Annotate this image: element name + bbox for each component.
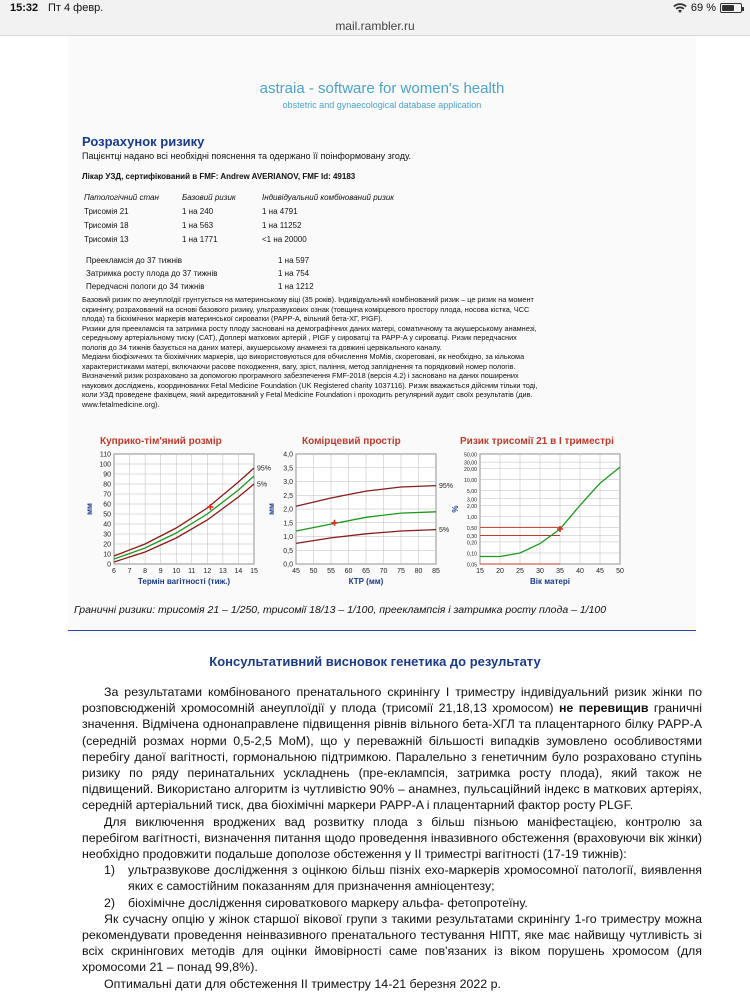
y-axis-label: %	[451, 505, 460, 513]
y-tick-label: 0,20	[466, 540, 477, 547]
y-tick-label: 2,5	[283, 492, 293, 500]
y-tick-label: 0,50	[466, 525, 477, 532]
explanation-line: Базовий ризик по анеуплоїдії грунтується на материнському віці (35 років). Індивідуальний комбінований ризик – це ризик на момент	[82, 295, 534, 304]
x-tick-label: 65	[362, 568, 370, 575]
y-tick-label: 50,00	[464, 452, 477, 459]
explanation-line: Медіани біофізичних та біохімічних маркерів, що використовуються для обчислення MoMів, скореговані, як необхідно, за кількома	[82, 352, 525, 361]
y-tick-label: 0,10	[466, 551, 477, 558]
complication-risk: 1 на 1212	[278, 282, 314, 291]
x-tick-label: 15	[250, 568, 258, 575]
p1-end: граничні значення. Відмічена однонаправлене підвищення рівнів вільного бета-ХГЛ та плацентарного білку PAPP-A (середній розмах норми 0,5-2,5 МоМ), що у переважній більшості випадків зумовлено особливостями перебігу даної вагітності, гормональною підтримкою. Паралельно з генетичним було розраховано ступінь ризику по ряду перинатальних ускладнень (пре-еклампсія, затримка росту плода), який також не підвищений. Використано алгоритм із чутливістю 90% – анамнез, пульсаційний індекс в маткових артеріях, середній артеріальний тиск, два біохімічні маркери PAPP-A і плацентарний фактор росту PLGF.	[82, 701, 703, 813]
y-tick-label: 3,5	[283, 465, 293, 473]
y-tick-label: 4,0	[283, 451, 293, 459]
exam-list	[104, 862, 702, 911]
explanation-line: плода) та біохімічних маркерів материнської сироватки (PAPP-A, вільний бета-ХГ, PIGF).	[82, 314, 383, 323]
y-tick-label: 90	[103, 471, 111, 479]
consent-note: Пацієнтці надано всі необхідні пояснення та одержано її поінформовану згоду.	[82, 151, 412, 161]
y-tick-label: 1,0	[283, 534, 293, 541]
list-item	[104, 862, 702, 894]
explanation-line: коли УЗД проведене фахівцем, який акредитований у Fetal Medicine Foundation і проходить регулярний аудит своїх результатів (див.	[82, 390, 533, 399]
consult-paragraph: Оптимальні дати для обстеження II триместру 14-21 березня 2022 р.	[104, 976, 501, 991]
consult-paragraph: Для виключення вроджених вад розвитку плода з більш пізньою маніфестацією, контролю за перебігом вагітності, визначення питання щодо проведення інвазивного обстеження (враховуючи вік жінки) необхідно продовжити подальше дополозе обстеження у II триместрі вагітності (17-19 тижнів):	[82, 814, 702, 862]
crl-chart	[86, 432, 276, 602]
header-combined-risk: Індивідуальний комбінований ризик	[262, 193, 395, 202]
x-tick-label: 35	[556, 568, 564, 575]
x-tick-label: 70	[379, 568, 388, 575]
x-tick-label: 25	[516, 568, 524, 575]
series-label: 5%	[439, 527, 450, 535]
y-tick-label: 10,00	[464, 478, 477, 485]
y-tick-label: 60	[103, 501, 111, 509]
series-label: 5%	[257, 481, 268, 489]
row-condition: Трисомія 18	[84, 221, 129, 230]
y-tick-label: 3,00	[466, 497, 477, 504]
chart-title: Ризик трисомії 21 в I триместрі	[460, 436, 614, 447]
x-tick-label: 60	[344, 568, 353, 575]
x-tick-label: 15	[476, 568, 484, 575]
chart-title: Куприко-тім'яний розмір	[100, 436, 222, 447]
y-tick-label: 0,30	[466, 533, 477, 540]
y-tick-label: 80	[103, 481, 111, 489]
x-axis-label: Вік матері	[530, 577, 570, 586]
wifi-icon	[673, 3, 687, 14]
brand-subtitle: obstetric and gynaecological database application	[282, 100, 482, 110]
complication-risk: 1 на 597	[278, 256, 310, 265]
row-base-risk: 1 на 563	[182, 221, 214, 230]
y-tick-label: 3,0	[283, 479, 293, 486]
x-tick-label: 50	[616, 568, 624, 575]
row-combined-risk: 1 на 11252	[262, 221, 302, 230]
y-tick-label: 1,5	[283, 520, 293, 528]
x-tick-label: 45	[596, 568, 604, 575]
y-tick-label: 20,00	[464, 467, 477, 474]
battery-percent: 69 %	[690, 2, 716, 14]
x-tick-label: 6	[112, 568, 116, 575]
x-tick-label: 40	[576, 568, 584, 575]
y-tick-label: 100	[99, 461, 111, 469]
crl-chart-svg	[86, 432, 276, 602]
explanation-line: Ризики для преекламсія та затримка росту плоду засновані на демографічних даних матері, соматичному та акушерському анамнезі,	[82, 323, 537, 333]
doctor-line: Лікар УЗД, сертифікований в FMF: Andrew AVERIANOV, FMF Id: 49183	[82, 172, 356, 181]
y-tick-label: 30	[103, 531, 111, 539]
battery-icon	[720, 3, 742, 13]
nt-chart	[268, 432, 458, 602]
threshold-note: Граничні ризики: трисомія 21 – 1/250, трисомії 18/13 – 1/100, прееклампсія і затримка росту плода – 1/100	[74, 604, 607, 616]
explanation-line: пологів до 34 тижнів базується на даних матері, акушерському анамнезі та довжині цервікального каналу.	[82, 342, 442, 352]
row-condition: Трисомія 21	[84, 207, 129, 216]
p1-bold: не перевищив	[558, 701, 649, 716]
t21-age-chart	[452, 432, 642, 602]
list-num: 2)	[104, 895, 116, 910]
address-bar[interactable]	[0, 18, 750, 36]
x-tick-label: 7	[127, 568, 132, 575]
status-date: Пт 4 февр.	[48, 2, 104, 14]
x-axis-label: КТР (мм)	[348, 577, 384, 586]
row-combined-risk: 1 на 4791	[262, 207, 298, 216]
y-tick-label: 5,00	[466, 489, 477, 496]
x-tick-label: 50	[309, 568, 318, 575]
x-tick-label: 12	[203, 568, 212, 575]
row-combined-risk: <1 на 20000	[262, 235, 307, 244]
y-axis-label: мм	[85, 503, 94, 515]
y-tick-label: 2,0	[283, 506, 293, 514]
y-tick-label: 2,00	[466, 503, 477, 510]
x-tick-label: 45	[292, 568, 300, 575]
y-tick-label: 40	[103, 521, 111, 529]
status-right	[673, 2, 742, 14]
complication-name: Преекламсія до 37 тижнів	[86, 256, 183, 265]
x-tick-label: 85	[432, 568, 440, 575]
y-tick-label: 0	[107, 561, 111, 569]
y-tick-label: 0,05	[466, 562, 477, 569]
y-tick-label: 70	[103, 491, 111, 499]
y-axis-label: мм	[267, 503, 276, 515]
explanation-line: Визначений ризик розраховано за допомогою програмного забезпечення FMF-2018 (версія 4.2) і засновано на даних поширених	[82, 371, 519, 380]
risk-explanation	[82, 295, 682, 409]
y-tick-label: 1,00	[466, 514, 477, 521]
t21-chart-svg	[452, 432, 642, 602]
list-text: біохімічне дослідження сироваткового маркеру альфа- фетопротеїну.	[128, 895, 528, 910]
consult-paragraph	[82, 684, 702, 814]
status-bar	[0, 0, 750, 18]
x-tick-label: 11	[188, 568, 196, 575]
complication-risk: 1 на 754	[278, 269, 310, 278]
row-base-risk: 1 на 1771	[182, 235, 218, 244]
row-base-risk: 1 на 240	[182, 207, 214, 216]
list-num: 1)	[104, 863, 116, 878]
url-text: mail.rambler.ru	[335, 19, 415, 33]
explanation-line: www.fetalmedicine.org).	[82, 399, 160, 409]
status-time: 15:32	[10, 2, 39, 14]
divider	[68, 630, 696, 631]
consult-title: Консультативний висновок генетика до результату	[209, 654, 541, 669]
y-tick-label: 20	[103, 541, 111, 549]
consult-paragraph: Як сучасну опцію у жінок старшої вікової групи з такими результатами скринінгу 1-го триместру можна рекомендувати проведення неінвазивного пренатального тестування НІПТ, яке має найвищу чутливість зі всіх скринінгових методів для оцінки ймовірності саме пов'язаних із віком порушень хромосом (для хромосоми 21 – понад 99,8%).	[82, 911, 702, 975]
chart-title: Комірцевий простір	[302, 436, 401, 447]
document-view	[0, 36, 750, 1000]
consult-body	[82, 684, 702, 992]
x-tick-label: 55	[327, 568, 335, 575]
header-condition: Патологічний стан	[84, 193, 159, 202]
header-base-risk: Базовий ризик	[182, 193, 236, 202]
x-tick-label: 13	[218, 568, 227, 575]
x-tick-label: 8	[143, 568, 148, 575]
list-text: ультразвукове дослідження з оцінкою більш пізніх ехо-маркерів хромосомної патології, виявлення яких є самостійним показанням для призначення амніоцентезу;	[128, 863, 702, 894]
series-label: 95%	[439, 483, 454, 491]
x-tick-label: 75	[397, 568, 405, 575]
explanation-line: скринінгу, розрахований на основі базового ризику, ультразвукових ознак (товщина комірцевого простору плода, носова кістка, ЧСС	[82, 304, 530, 314]
explanation-line: наукових досліджень, координованих Fetal Medicine Foundation (UK Registered charity 1037116). Ризик вважається дійсним тільки тоді,	[82, 380, 538, 390]
complication-name: Передчасні пологи до 34 тижнів	[86, 282, 205, 291]
y-tick-label: 0,0	[283, 561, 293, 569]
y-tick-label: 0,5	[283, 547, 293, 555]
p1-start: За результатами комбінованого пренатального скринінгу I триместру індивідуальний ризик жінки по розповсюдженій хромосомній анеуплоїдії у плода (трисомії 21,18,13 хромосом)	[82, 685, 702, 716]
series-label: 95%	[257, 465, 272, 473]
x-tick-label: 30	[536, 568, 544, 575]
row-condition: Трисомія 13	[84, 235, 129, 244]
x-tick-label: 20	[496, 568, 504, 575]
x-tick-label: 14	[234, 568, 243, 575]
risk-calc-title: Розрахунок ризику	[82, 134, 205, 149]
y-tick-label: 30,00	[464, 460, 477, 467]
explanation-line: середньому артеріальному тиску (САТ), Доплері маткових артерій , PIGF у сироватці та PAPP-A у сироватці. Ризик передчасних	[82, 333, 517, 342]
x-tick-label: 9	[158, 568, 163, 575]
x-tick-label: 10	[172, 568, 181, 575]
y-tick-label: 10	[103, 551, 111, 559]
complication-name: Затримка росту плода до 37 тижнів	[86, 269, 218, 278]
brand-title: astraia - software for women's health	[259, 80, 505, 97]
x-tick-label: 80	[414, 568, 423, 575]
y-tick-label: 50	[103, 511, 111, 519]
list-item	[104, 895, 702, 911]
nt-chart-svg	[268, 432, 458, 602]
plot-area	[480, 454, 620, 564]
explanation-line: характеристиками матері, включаючи расове походження, вагу, зріст, паління, метод запліднення та порядковий номер пологів.	[82, 361, 516, 371]
y-tick-label: 110	[99, 451, 111, 459]
x-axis-label: Термін вагітності (тиж.)	[137, 577, 231, 586]
